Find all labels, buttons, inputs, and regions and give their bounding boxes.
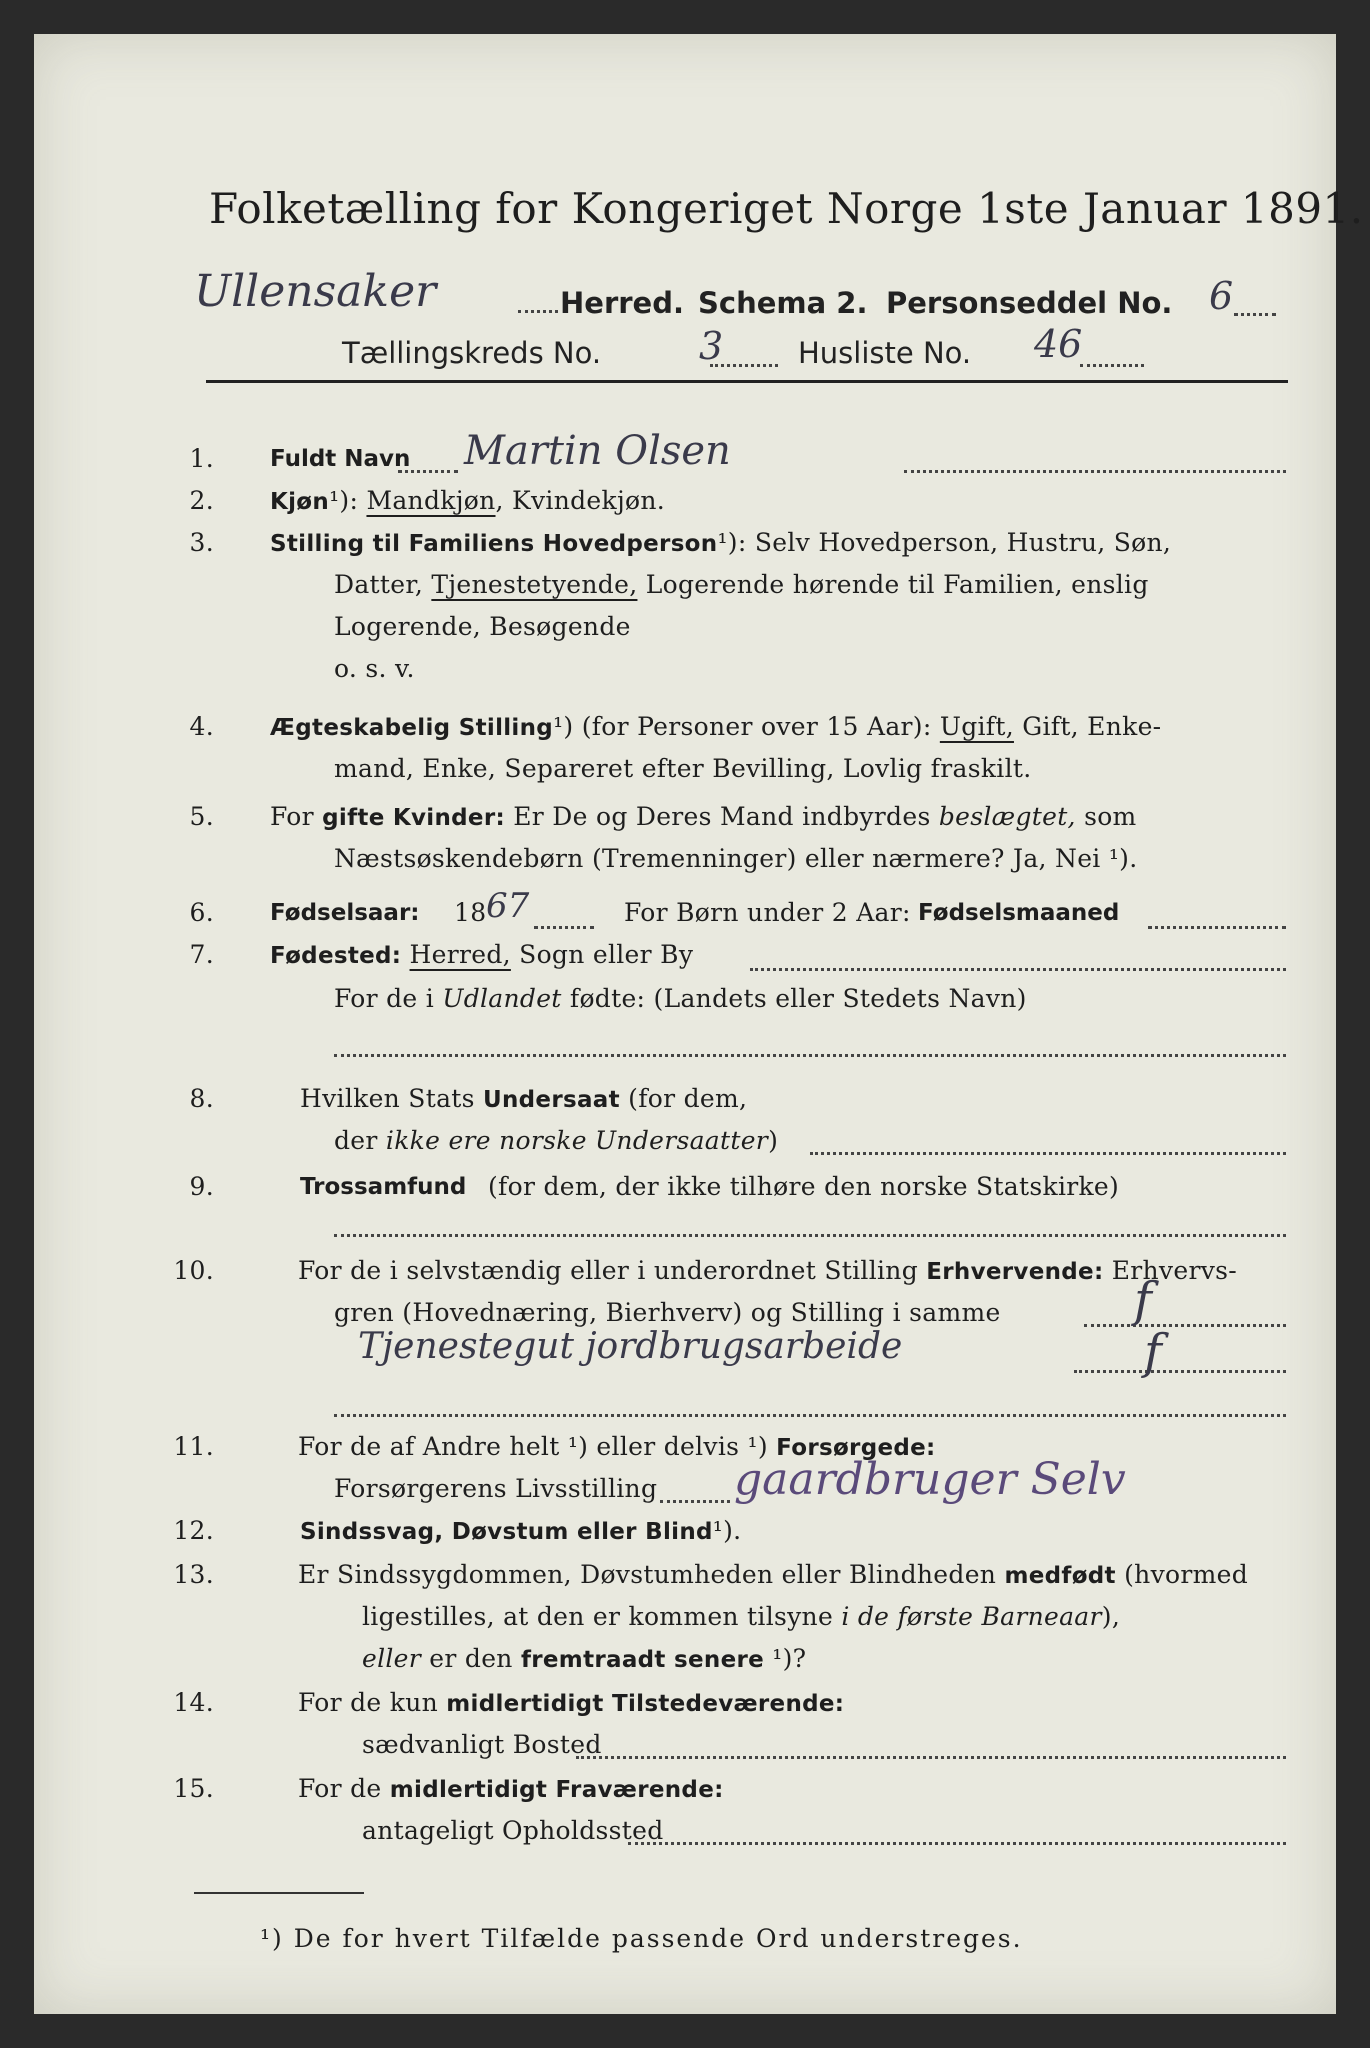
q6-mid: For Børn under 2 Aar: [624, 898, 911, 927]
herred-label: Herred. [560, 286, 684, 320]
q13-italic: i de første Barneaar [841, 1602, 1102, 1631]
q11-line2: Forsørgerens Livsstilling [334, 1474, 658, 1503]
q10-mark-2: f [1144, 1324, 1162, 1380]
herred-value: Ullensaker [194, 266, 437, 317]
husliste-dots [1080, 364, 1144, 367]
q3-line2 [334, 570, 1149, 599]
q15-line1 [298, 1774, 724, 1803]
schema-label: Schema 2. [698, 286, 868, 320]
header-rule [206, 380, 1288, 383]
q7-label: Fødested: [270, 943, 402, 969]
q9-dots [334, 1234, 1286, 1237]
q7-text2b: fødte: (Landets eller Stedets Navn) [569, 984, 1027, 1013]
herred-dots [518, 310, 558, 313]
q3-line3: Logerende, Besøgende [334, 612, 631, 641]
q13-text2b: ), [1101, 1602, 1121, 1631]
q7-line2 [334, 984, 1027, 1013]
personseddel-label: Personseddel No. [886, 286, 1173, 320]
q4-text1b: Gift, Enke- [1022, 712, 1162, 741]
q4-label: Ægteskabelig Stilling [270, 715, 554, 741]
q3-line1 [270, 528, 1171, 557]
q14-label: midlertidigt Tilstedeværende: [446, 1691, 845, 1717]
q12-rest: ¹). [712, 1516, 742, 1545]
q8-italic: ikke ere norske Undersaatter [385, 1126, 769, 1155]
q10-number: 10. [173, 1256, 214, 1285]
q11-text1a: For de af Andre helt ¹) eller delvis ¹) [298, 1432, 768, 1461]
q13-text3b: ¹)? [772, 1644, 807, 1673]
q7-dots-b [334, 1054, 1286, 1057]
q14-pre: For de kun [298, 1688, 439, 1717]
q11-value: gaardbruger Selv [734, 1454, 1126, 1505]
q10-value: Tjenestegut jordbrugsarbeide [358, 1326, 903, 1367]
q5-italic: beslægtet, [938, 802, 1076, 831]
q5-line2: Næstsøskendebørn (Tremenninger) eller nærmere? Ja, Nei ¹). [334, 844, 1138, 873]
q15-number: 15. [173, 1774, 214, 1803]
q13-label: medfødt [1004, 1563, 1116, 1589]
q10-dots-a [1084, 1324, 1286, 1327]
q8-number: 8. [189, 1084, 214, 1113]
q2-rest: , Kvindekjøn. [495, 486, 666, 515]
q6-value: 67 [486, 886, 530, 926]
q9-number: 9. [189, 1172, 214, 1201]
q11-label: Forsørgede: [776, 1435, 936, 1461]
husliste-value: 46 [1034, 322, 1083, 366]
q1-number: 1. [189, 444, 214, 473]
kreds-label: Tællingskreds No. [342, 336, 602, 370]
q10-label: Erhvervende: [926, 1259, 1104, 1285]
q7-dots-a [750, 968, 1286, 971]
q5-text1b: som [1084, 802, 1137, 831]
q8-text2b: ) [768, 1126, 779, 1155]
personseddel-value: 6 [1209, 274, 1234, 318]
q14-line2: sædvanligt Bosted [362, 1730, 602, 1759]
q8-dots [810, 1152, 1286, 1155]
q6-label: Fødselsaar: [270, 900, 420, 926]
q3-sup: ¹): [717, 528, 747, 557]
q12-number: 12. [173, 1516, 214, 1545]
q7-rest: Sogn eller By [519, 940, 694, 969]
q6-prefix: 18 [454, 898, 487, 927]
q6-dots-a [534, 926, 594, 929]
q6-label2: Fødselsmaaned [918, 900, 1120, 926]
q7-number: 7. [189, 940, 214, 969]
q2-number: 2. [189, 486, 214, 515]
q11-dots [660, 1500, 730, 1503]
census-form-page [34, 34, 1364, 2014]
q2-label: Kjøn [270, 489, 330, 515]
husliste-label: Husliste No. [798, 336, 972, 370]
q13-line3 [362, 1644, 806, 1673]
q2-sup: ¹): [329, 486, 359, 515]
q10-mark-1: f [1134, 1272, 1152, 1328]
q15-line2: antageligt Opholdssted [362, 1816, 664, 1845]
footnote: ¹) De for hvert Tilfælde passende Ord understreges. [260, 1924, 1023, 1953]
q4-option-ugift: Ugift, [939, 712, 1014, 741]
q4-number: 4. [189, 712, 214, 741]
q5-pre: For [270, 802, 314, 831]
q1-dots-a [398, 470, 458, 473]
q15-dots [628, 1842, 1286, 1845]
q1-dots-b [904, 470, 1286, 473]
q9-rest: (for dem, der ikke tilhøre den norske Statskirke) [488, 1172, 1120, 1201]
q14-dots [576, 1756, 1286, 1759]
q5-label: gifte Kvinder: [322, 805, 505, 831]
q10-text1a: For de i selvstændig eller i underordnet Stilling [298, 1256, 919, 1285]
form-title: Folketælling for Kongeriget Norge 1ste Januar 1891. [209, 184, 1364, 233]
q5-text1a: Er De og Deres Mand indbyrdes [513, 802, 931, 831]
q3-label: Stilling til Familiens Hovedperson [270, 531, 718, 557]
q5-number: 5. [189, 802, 214, 831]
q7-italic: Udlandet [442, 984, 562, 1013]
q13-text3a: er den [429, 1644, 513, 1673]
q8-text1a: Hvilken Stats [300, 1084, 475, 1113]
q3-text2b: Logerende hørende til Familien, enslig [645, 570, 1149, 599]
q4-line1 [270, 712, 1161, 741]
kreds-dots [710, 364, 778, 367]
q10-dots-b [1074, 1370, 1286, 1373]
q10-text1b: Erhvervs- [1111, 1256, 1237, 1285]
q13-line2 [362, 1602, 1120, 1631]
kreds-value: 3 [699, 324, 724, 368]
q6-dots-b [1148, 926, 1286, 929]
q14-number: 14. [173, 1688, 214, 1717]
q13-line1 [298, 1560, 1248, 1589]
q3-line4: o. s. v. [334, 654, 415, 683]
q5-line1 [270, 802, 1137, 831]
q2-option-mandkjon: Mandkjøn [366, 486, 496, 515]
q10-line1 [298, 1256, 1237, 1285]
q8-line2 [334, 1126, 778, 1155]
q11-number: 11. [173, 1432, 214, 1461]
q8-text1b: (for dem, [628, 1084, 748, 1113]
q3-option-tjenestetyende: Tjenestetyende, [431, 570, 638, 599]
personseddel-dots [1234, 313, 1276, 316]
q12-line [300, 1516, 741, 1545]
q14-line1 [298, 1688, 844, 1717]
q12-label: Sindssvag, Døvstum eller Blind [300, 1519, 713, 1545]
footnote-rule [194, 1892, 364, 1894]
q10-line2: gren (Hovednæring, Bierhverv) og Stilling i samme [334, 1298, 1001, 1327]
q7-text2a: For de i [334, 984, 435, 1013]
q13-label3: fremtraadt senere [520, 1647, 765, 1673]
q8-label: Undersaat [483, 1087, 620, 1113]
q15-pre: For de [298, 1774, 382, 1803]
q8-text2a: der [334, 1126, 378, 1155]
q3-text2a: Datter, [334, 570, 424, 599]
q4-text1a: (for Personer over 15 Aar): [581, 712, 932, 741]
q15-label: midlertidigt Fraværende: [389, 1777, 724, 1803]
q1-label: Fuldt Navn [270, 446, 411, 472]
q13-number: 13. [173, 1560, 214, 1589]
q13-italic2: eller [362, 1644, 422, 1673]
q4-line2: mand, Enke, Separeret efter Bevilling, Lovlig fraskilt. [334, 754, 1032, 783]
q13-text2a: ligestilles, at den er kommen tilsyne [362, 1602, 834, 1631]
q6-number: 6. [189, 898, 214, 927]
q13-text1b: (hvormed [1124, 1560, 1248, 1589]
q1-value: Martin Olsen [464, 428, 731, 474]
q10-dots-c [334, 1414, 1286, 1417]
q9-label: Trossamfund [300, 1174, 467, 1200]
q3-number: 3. [189, 528, 214, 557]
q8-line1 [300, 1084, 747, 1113]
q3-text1: Selv Hovedperson, Hustru, Søn, [754, 528, 1172, 557]
q13-text1a: Er Sindssygdommen, Døvstumheden eller Blindheden [298, 1560, 997, 1589]
q7-option-herred: Herred, [409, 940, 511, 969]
q7-line1 [270, 940, 693, 969]
q4-sup: ¹) [553, 712, 574, 741]
q2-line [270, 486, 665, 515]
